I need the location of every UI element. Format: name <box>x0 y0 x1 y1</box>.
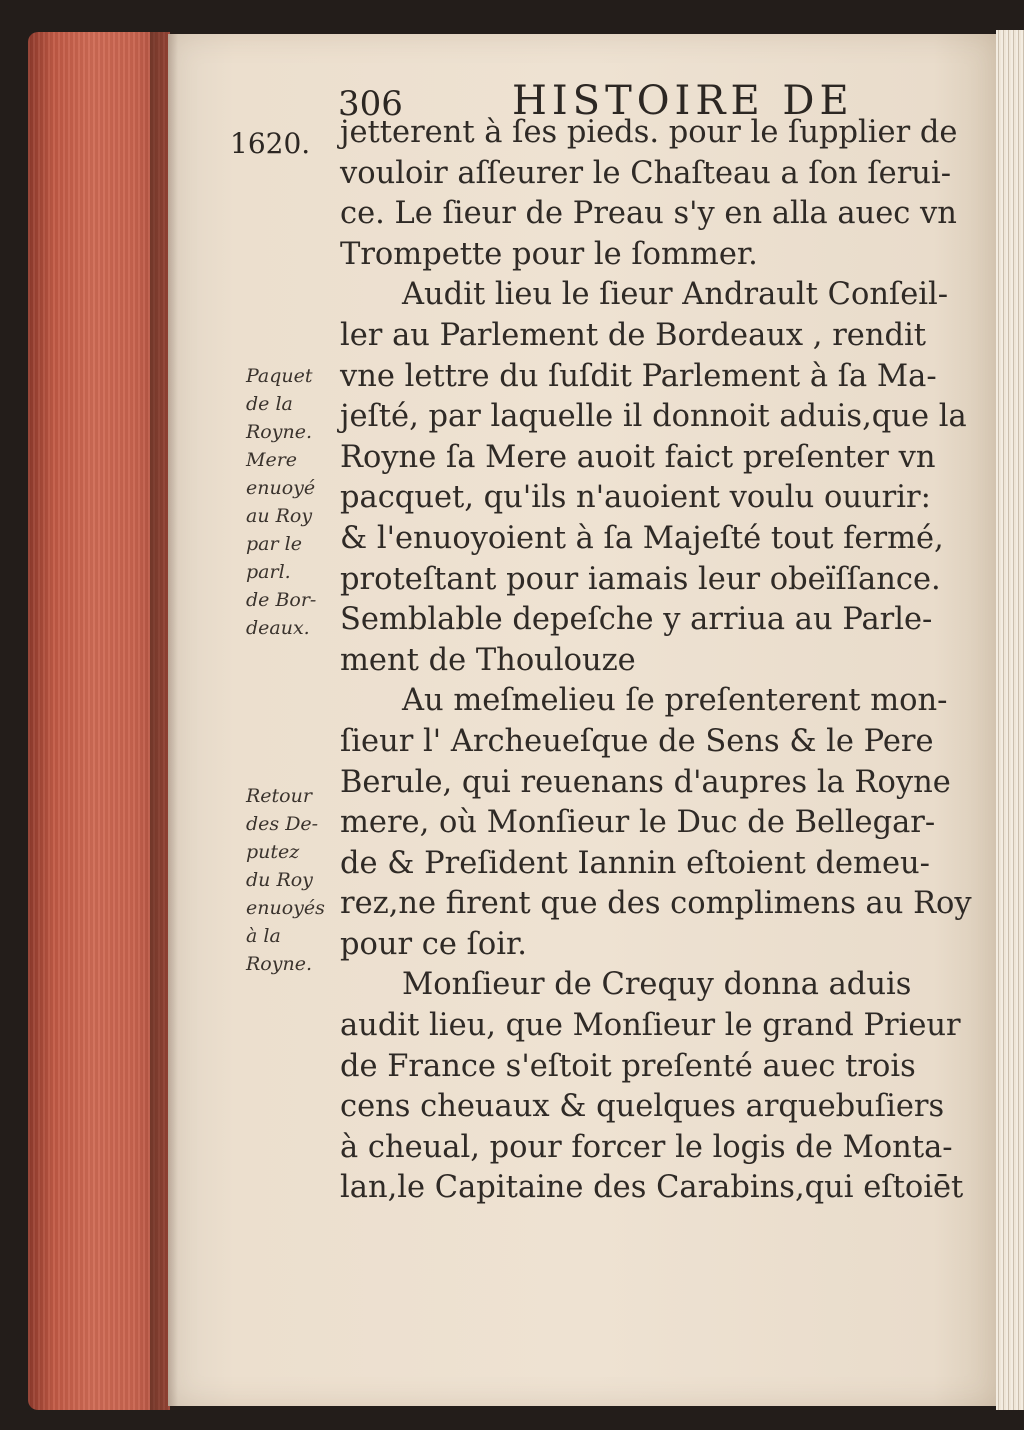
text-line: Monſieur de Crequy donna aduis <box>402 967 912 1003</box>
note-line: du Roy <box>246 869 313 891</box>
text-line: & l'enuoyoient à ſa Majeſté tout fermé, <box>340 520 944 556</box>
note-line: au Roy <box>246 505 313 527</box>
text-line: Berule, qui reuenans d'aupres la Royne <box>340 764 951 800</box>
page-stack-edge <box>996 30 1024 1410</box>
red-page-edges <box>28 32 170 1410</box>
note-line: deaux. <box>246 617 310 639</box>
body-text <box>340 113 980 1209</box>
text-line: vne lettre du ſuſdit Parlement à ſa Ma- <box>340 358 937 394</box>
note-line: putez <box>246 841 300 863</box>
note-line: Royne. <box>246 421 312 443</box>
text-line: proteſtant pour iamais leur obeïſſance. <box>340 561 941 597</box>
text-line: Semblable depeſche y arriua au Parle- <box>340 602 933 638</box>
text-line: jeſté, par laquelle il donnoit aduis,que la <box>340 399 967 435</box>
text-line: Royne ſa Mere auoit faict preſenter vn <box>340 439 936 475</box>
note-line: parl. <box>246 561 291 583</box>
note-line: par le <box>246 533 302 555</box>
note-line: enuoyés <box>246 897 325 919</box>
text-line: vouloir aſſeurer le Chaſteau a ſon ſerui- <box>340 155 952 191</box>
text-line: ſieur l' Archeueſque de Sens & le Pere <box>340 723 934 759</box>
page-number: 306 <box>338 84 403 124</box>
text-line: rez,ne firent que des complimens au Roy <box>340 886 972 922</box>
marginal-year: 1620. <box>230 127 311 160</box>
marginal-note-retour <box>246 782 342 978</box>
note-line: des De- <box>246 813 319 835</box>
note-line: à la <box>246 925 281 947</box>
running-head-title: HISTOIRE DE <box>512 78 854 124</box>
text-line: mere, où Monſieur le Duc de Bellegar- <box>340 805 936 841</box>
note-line: Paquet <box>246 365 313 387</box>
text-line: ler au Parlement de Bordeaux , rendit <box>340 317 927 353</box>
note-line: Mere <box>246 449 298 471</box>
text-line: jetterent à ſes pieds. pour le ſupplier de <box>340 115 958 150</box>
marginal-note-paquet <box>246 362 342 642</box>
note-line: Royne. <box>246 953 312 975</box>
text-line: lan,le Capitaine des Carabins,qui eſtoiēt <box>340 1170 964 1206</box>
note-line: de la <box>246 393 293 415</box>
text-line: pacquet, qu'ils n'auoient voulu ouurir: <box>340 480 931 516</box>
text-line: ment de Thoulouze <box>340 642 636 678</box>
text-line: Au meſmelieu ſe preſenterent mon- <box>402 683 948 719</box>
text-line: de & Preſident Iannin eſtoient demeu- <box>340 845 930 881</box>
text-line: audit lieu, que Monſieur le grand Prieur <box>340 1008 961 1044</box>
text-line: de France s'eſtoit preſenté auec trois <box>340 1048 916 1084</box>
note-line: enuoyé <box>246 477 316 499</box>
text-line: cens cheuaux & quelques arquebuſiers <box>340 1089 945 1125</box>
text-line: Trompette pour le ſommer. <box>340 236 758 272</box>
note-line: Retour <box>246 785 312 807</box>
text-line: pour ce ſoir. <box>340 926 527 962</box>
text-line: à cheual, pour forcer le logis de Monta- <box>340 1129 953 1165</box>
gutter-shadow <box>150 32 178 1410</box>
note-line: de Bor- <box>246 589 317 611</box>
text-line: Audit lieu le ſieur Andrault Conſeil- <box>402 277 949 313</box>
text-line: ce. Le ſieur de Preau s'y en alla auec vn <box>340 196 957 232</box>
